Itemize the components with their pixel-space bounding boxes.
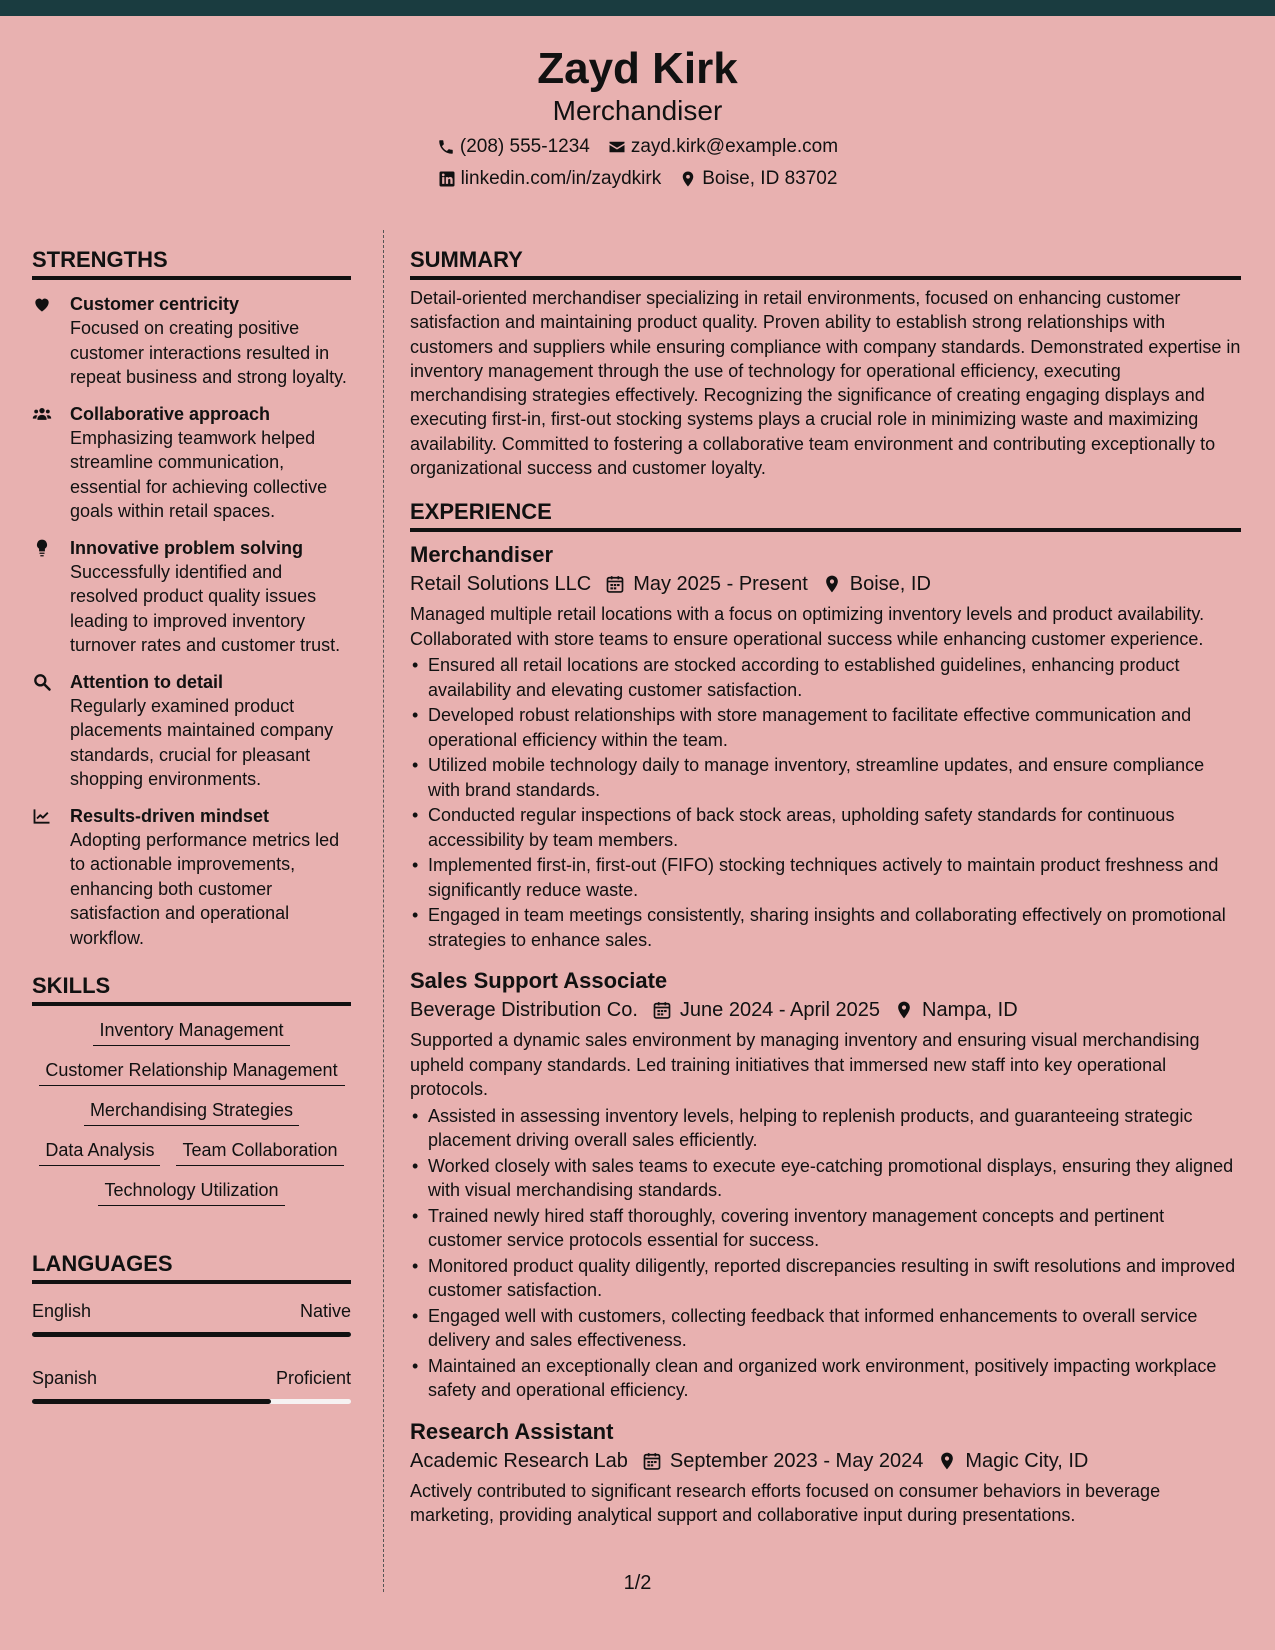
skill-tag: Data Analysis xyxy=(39,1136,160,1166)
summary-text: Detail-oriented merchandiser specializing in retail environments, focused on enhancing customer satisfaction and maintaining product quality. Proven ability to establish strong relationships with customers and suppliers while ensuring compliance with company standards. Demonstrated expertise in inventory management through the use of technology for operational efficiency, executing merchandising strategies effectively. Recognizing the significance of creating engaging displays and executing first-in, first-out stocking systems plays a crucial role in minimizing waste and maximizing availability. Committed to fostering a collaborative team environment and contributing exceptionally to organizational success and customer loyalty. xyxy=(410,288,1241,479)
job-bullet: • Assisted in assessing inventory levels, helping to replenish products, and guaranteeing strategic placement driving overall sales efficiently. xyxy=(410,1104,1241,1153)
linkedin-text: linkedin.com/in/zaydkirk xyxy=(460,168,662,189)
strength-item xyxy=(32,536,351,658)
job-bullet: • Maintained an exceptionally clean and organized work environment, positively impacting workplace safety and operational efficiency. xyxy=(410,1354,1241,1403)
right-column xyxy=(410,246,1241,1528)
job-dates: September 2023 - May 2024 xyxy=(669,1449,924,1472)
skill-tag: Inventory Management xyxy=(93,1016,289,1046)
contact-location xyxy=(679,166,837,192)
strength-name: Attention to detail xyxy=(70,671,223,692)
search-icon xyxy=(32,670,70,792)
calendar-icon xyxy=(642,1451,662,1471)
candidate-title: Merchandiser xyxy=(552,95,723,126)
language-level-bar xyxy=(32,1332,351,1337)
job-bullets xyxy=(410,653,1241,952)
resume-header xyxy=(0,16,1275,204)
job-title: Research Assistant xyxy=(410,1418,614,1444)
language-level: Native xyxy=(299,1301,351,1321)
job-bullet: • Conducted regular inspections of back stock areas, upholding safety standards for continuous accessibility by team members. xyxy=(410,803,1241,852)
job-description: Actively contributed to significant research efforts focused on consumer behaviors in beverage marketing, providing analytical support and collaborative input during presentations. xyxy=(410,1480,1161,1526)
language-name: English xyxy=(32,1301,92,1321)
job-bullets xyxy=(410,1104,1241,1403)
job-company: Beverage Distribution Co. xyxy=(410,999,638,1022)
calendar-icon xyxy=(605,574,625,594)
job-meta xyxy=(410,1447,1241,1475)
job-description: Managed multiple retail locations with a focus on optimizing inventory levels and product availability. Collaborated with store teams to ensure operational success while enhancing customer experience. xyxy=(410,604,1205,649)
contact-phone[interactable] xyxy=(437,134,590,160)
strengths-heading: STRENGTHS xyxy=(32,246,351,280)
job-entry xyxy=(410,1417,1241,1528)
envelope-icon xyxy=(608,138,626,156)
job-bullet: • Implemented first-in, first-out (FIFO) stocking techniques actively to maintain product freshness and significantly reduce waste. xyxy=(410,853,1241,902)
job-title: Sales Support Associate xyxy=(410,968,668,994)
heart-icon xyxy=(32,292,70,390)
column-divider xyxy=(383,230,384,1592)
strength-desc: Regularly examined product placements maintained company standards, crucial for pleasant shopping environments. xyxy=(70,695,334,789)
strength-name: Customer centricity xyxy=(70,294,240,314)
job-bullet: • Engaged well with customers, collecting feedback that informed enhancements to overall service delivery and sales effectiveness. xyxy=(410,1304,1241,1353)
page-number: 1/2 xyxy=(623,1572,652,1594)
job-location: Magic City, ID xyxy=(965,1449,1089,1472)
phone-icon xyxy=(437,138,455,156)
job-entry xyxy=(410,966,1241,1403)
experience-heading: EXPERIENCE xyxy=(410,498,1241,532)
job-entry xyxy=(410,540,1241,952)
contact-linkedin[interactable] xyxy=(438,166,662,192)
strength-item xyxy=(32,670,351,792)
calendar-icon xyxy=(652,1000,672,1020)
experience-list xyxy=(410,540,1241,1528)
skills-heading: SKILLS xyxy=(32,972,351,1006)
job-dates: June 2024 - April 2025 xyxy=(679,999,881,1022)
job-meta xyxy=(410,996,1241,1024)
contact-email[interactable] xyxy=(608,134,838,160)
left-column xyxy=(32,246,351,1404)
strength-desc: Focused on creating positive customer interactions resulted in repeat business and strong loyalty. xyxy=(70,318,347,387)
strength-item xyxy=(32,292,351,390)
users-icon xyxy=(32,402,70,524)
strength-name: Innovative problem solving xyxy=(70,537,304,558)
strength-desc: Adopting performance metrics led to actionable improvements, enhancing both customer satisfaction and operational workflow. xyxy=(70,829,340,948)
job-company: Academic Research Lab xyxy=(410,1449,628,1472)
strength-name: Results-driven mindset xyxy=(70,805,270,826)
job-bullet: • Utilized mobile technology daily to manage inventory, streamline updates, and ensure compliance with brand standards. xyxy=(410,753,1241,802)
job-meta xyxy=(410,570,1241,598)
phone-text: (208) 555-1234 xyxy=(459,136,590,157)
summary-heading: SUMMARY xyxy=(410,246,1241,280)
map-pin-icon xyxy=(894,1000,914,1020)
contact-row-1 xyxy=(0,134,1275,160)
map-pin-icon xyxy=(937,1451,957,1471)
job-bullet: • Ensured all retail locations are stocked according to established guidelines, enhancing product availability and elevating customer satisfaction. xyxy=(410,653,1241,702)
job-bullet: • Monitored product quality diligently, reported discrepancies resulting in swift resolutions and improved customer satisfaction. xyxy=(410,1254,1241,1303)
skill-tag: Team Collaboration xyxy=(176,1136,343,1166)
strength-item xyxy=(32,804,351,951)
map-pin-icon xyxy=(822,574,842,594)
language-item xyxy=(32,1298,351,1337)
language-level-bar xyxy=(32,1399,351,1404)
skill-tag: Customer Relationship Management xyxy=(39,1056,345,1086)
job-bullet: • Developed robust relationships with store management to facilitate effective communication and operational efficiency within the team. xyxy=(410,703,1241,752)
job-location: Boise, ID xyxy=(849,573,931,596)
languages-heading: LANGUAGES xyxy=(32,1250,351,1284)
strength-desc: Successfully identified and resolved product quality issues leading to improved inventory turnover rates and customer trust. xyxy=(70,561,341,655)
candidate-name: Zayd Kirk xyxy=(537,44,738,93)
contact-row-2 xyxy=(0,166,1275,192)
skill-tag: Technology Utilization xyxy=(98,1176,284,1206)
job-description: Supported a dynamic sales environment by managing inventory and ensuring visual merchandising upheld company standards. Led training initiatives that immersed new staff into key operational protocols. xyxy=(410,1030,1200,1100)
job-dates: May 2025 - Present xyxy=(633,573,808,596)
strength-name: Collaborative approach xyxy=(70,403,271,424)
job-bullet: • Worked closely with sales teams to execute eye-catching promotional displays, ensuring they aligned with visual merchandising standards. xyxy=(410,1154,1241,1203)
skills-list xyxy=(32,1016,351,1206)
job-title: Merchandiser xyxy=(410,542,554,568)
chart-line-icon xyxy=(32,804,70,951)
job-bullet: • Engaged in team meetings consistently, sharing insights and collaborating effectively on promotional strategies to enhance sales. xyxy=(410,903,1241,952)
map-pin-icon xyxy=(679,170,697,188)
top-accent-bar xyxy=(0,0,1275,16)
job-location: Nampa, ID xyxy=(922,999,1018,1022)
language-name: Spanish xyxy=(32,1368,98,1388)
lightbulb-icon xyxy=(32,536,70,658)
language-level: Proficient xyxy=(275,1368,351,1388)
job-company: Retail Solutions LLC xyxy=(410,573,592,596)
language-item xyxy=(32,1365,351,1404)
email-text: zayd.kirk@example.com xyxy=(630,136,839,157)
strength-desc: Emphasizing teamwork helped streamline communication, essential for achieving collective goals within retail spaces. xyxy=(70,427,328,521)
linkedin-icon xyxy=(438,170,456,188)
strength-item xyxy=(32,402,351,524)
job-bullet: • Trained newly hired staff thoroughly, covering inventory management concepts and pertinent customer service protocols essential for success. xyxy=(410,1204,1241,1253)
skill-tag: Merchandising Strategies xyxy=(84,1096,299,1126)
location-text: Boise, ID 83702 xyxy=(702,168,838,189)
